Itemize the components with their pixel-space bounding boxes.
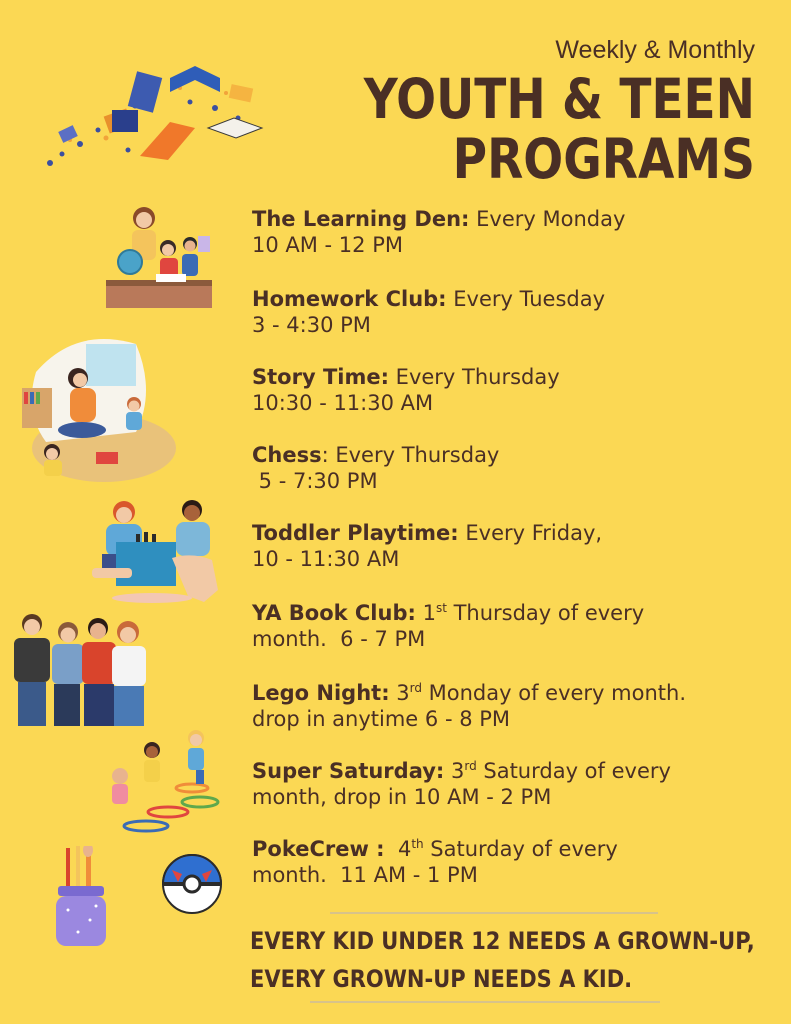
event-when: 3 xyxy=(389,681,410,705)
reading-circle-icon xyxy=(16,332,176,490)
event-when: 4 xyxy=(384,837,412,861)
event-story-time xyxy=(252,364,560,416)
chess-players-icon xyxy=(92,498,232,604)
title-line-1: YOUTH & TEEN xyxy=(363,67,755,133)
ordinal-suffix: st xyxy=(435,601,447,615)
footer-line-2: EVERY GROWN-UP NEEDS A KID. xyxy=(250,965,633,993)
event-name: The Learning Den: xyxy=(252,207,470,231)
event-time: drop in anytime 6 - 8 PM xyxy=(252,707,511,731)
event-name: Toddler Playtime: xyxy=(252,521,459,545)
footer-line-1: EVERY KID UNDER 12 NEEDS A GROWN-UP, xyxy=(250,927,755,955)
event-homework-club xyxy=(252,286,605,338)
event-time: 10:30 - 11:30 AM xyxy=(252,391,434,415)
event-pokecrew xyxy=(252,836,618,888)
event-lego-night xyxy=(252,680,686,732)
event-when: 3 xyxy=(444,759,465,783)
event-learning-den xyxy=(252,206,625,258)
classroom-kids-icon xyxy=(106,198,216,310)
flying-books-icon xyxy=(40,58,265,168)
pokeball-icon xyxy=(160,852,224,916)
event-when-rest: Saturday of every xyxy=(423,837,618,861)
event-ya-book-club xyxy=(252,600,644,652)
event-toddler-playtime xyxy=(252,520,602,572)
playing-kids-icon xyxy=(96,728,238,834)
event-name: Lego Night: xyxy=(252,681,390,705)
event-time: 10 AM - 12 PM xyxy=(252,233,403,257)
event-when-rest: Monday of every month. xyxy=(421,681,686,705)
event-time: 3 - 4:30 PM xyxy=(252,313,371,337)
event-name: Chess xyxy=(252,443,322,467)
event-time: month. 11 AM - 1 PM xyxy=(252,863,478,887)
event-name: Story Time: xyxy=(252,365,389,389)
event-when: Every Tuesday xyxy=(446,287,606,311)
event-when: Every Thursday xyxy=(389,365,560,389)
event-when: Every Monday xyxy=(469,207,626,231)
event-name: Super Saturday: xyxy=(252,759,445,783)
event-when: 1 xyxy=(415,601,436,625)
event-chess xyxy=(252,442,499,494)
event-time: month, drop in 10 AM - 2 PM xyxy=(252,785,552,809)
event-name: Homework Club: xyxy=(252,287,447,311)
event-when: : Every Thursday xyxy=(321,443,500,467)
event-super-saturday xyxy=(252,758,671,810)
ordinal-suffix: th xyxy=(411,837,424,851)
ordinal-suffix: rd xyxy=(409,681,422,695)
event-name: YA Book Club: xyxy=(252,601,416,625)
footer-rule-bottom xyxy=(310,1001,660,1003)
event-time: month. 6 - 7 PM xyxy=(252,627,426,651)
event-when-rest: Saturday of every xyxy=(476,759,671,783)
event-when: Every Friday, xyxy=(458,521,603,545)
subtitle: Weekly & Monthly xyxy=(555,36,755,64)
footer-rule-top xyxy=(330,912,658,914)
event-when-rest: Thursday of every xyxy=(446,601,645,625)
teen-group-icon xyxy=(10,612,148,726)
event-name: PokeCrew : xyxy=(252,837,385,861)
event-time: 5 - 7:30 PM xyxy=(252,469,378,493)
ordinal-suffix: rd xyxy=(464,759,477,773)
craft-jar-icon xyxy=(48,846,114,948)
event-time: 10 - 11:30 AM xyxy=(252,547,400,571)
title-line-2: PROGRAMS xyxy=(452,127,755,193)
